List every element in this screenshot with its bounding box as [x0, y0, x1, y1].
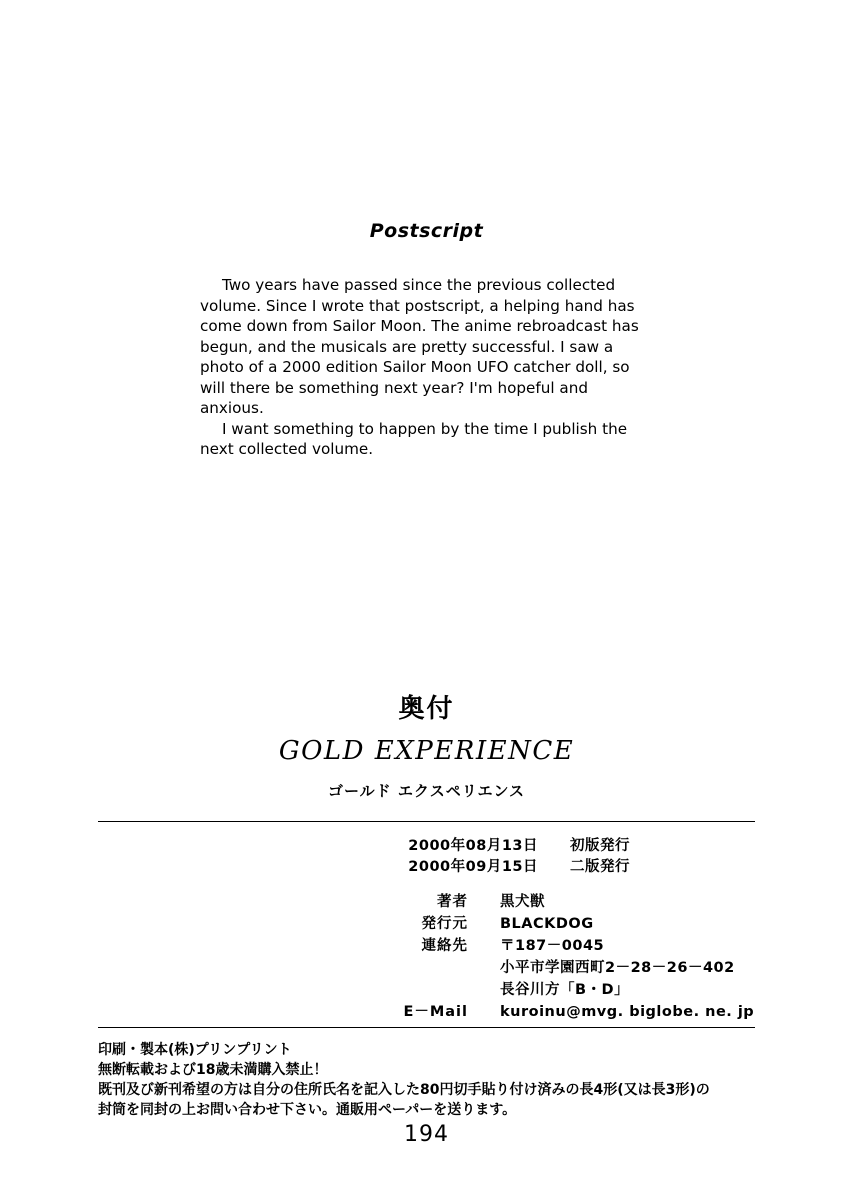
publisher-info-row [98, 1001, 755, 1023]
footer-note-line: 無断転載および18歳未満購入禁止！ [98, 1062, 328, 1078]
colophon-title-english: GOLD EXPERIENCE [278, 736, 575, 766]
info-value: 小平市学園西町2－28－26－402 [500, 960, 735, 976]
divider-bottom [98, 1027, 755, 1028]
info-label: 著者 [437, 894, 468, 910]
postscript-heading: Postscript [369, 220, 484, 242]
info-label: 連絡先 [421, 938, 468, 954]
publisher-info-row [98, 957, 755, 979]
footer-note-line: 封筒を同封の上お問い合わせ下さい。通販用ペーパーを送ります。 [98, 1102, 517, 1118]
info-label [98, 979, 468, 1001]
publication-date: 2000年08月13日 [408, 838, 538, 854]
publication-date-row [98, 836, 755, 857]
publisher-info [98, 891, 755, 1023]
colophon-heading: 奥付 [398, 694, 455, 724]
postscript-paragraph-2: I want something to happen by the time I publish the next collected volume. [200, 419, 628, 458]
info-value: 黒犬獣 [500, 894, 545, 910]
info-value: BLACKDOG [500, 916, 594, 932]
colophon-title-katakana: ゴールド エクスペリエンス [327, 782, 526, 800]
publisher-info-row [98, 913, 755, 935]
publication-edition: 二版発行 [570, 859, 630, 875]
page-number: 194 [404, 1122, 449, 1147]
publication-dates [98, 836, 755, 878]
info-value: 〒187－0045 [500, 938, 605, 954]
info-label: E－Mail [403, 1004, 468, 1020]
publisher-info-row [98, 979, 755, 1001]
postscript-paragraph-1: Two years have passed since the previous collected volume. Since I wrote that postscript, a helping hand has come down from Sailor Moon. The anime rebroadcast has begun, and the musicals are pretty successful. I saw a photo of a 2000 edition Sailor Moon UFO catcher doll, so will there be something next year? I'm hopeful and anxious. [200, 276, 639, 417]
divider-top [98, 821, 755, 822]
publisher-info-row [98, 935, 755, 957]
footer-note-line: 既刊及び新刊希望の方は自分の住所氏名を記入した80円切手貼り付け済みの長4形(又は長3形)の [98, 1082, 710, 1098]
footer-notes [98, 1040, 778, 1120]
info-label [98, 957, 468, 979]
footer-note-line: 印刷・製本(株)プリンプリント [98, 1042, 292, 1058]
postscript-body [200, 275, 642, 460]
publication-edition: 初版発行 [570, 838, 630, 854]
info-value: 長谷川方「B・D」 [500, 982, 630, 998]
email-value: kuroinu@mvg. biglobe. ne. jp [500, 1004, 755, 1020]
publisher-info-row [98, 891, 755, 913]
publication-date-row [98, 857, 755, 878]
publication-date: 2000年09月15日 [408, 859, 538, 875]
info-label: 発行元 [421, 916, 468, 932]
